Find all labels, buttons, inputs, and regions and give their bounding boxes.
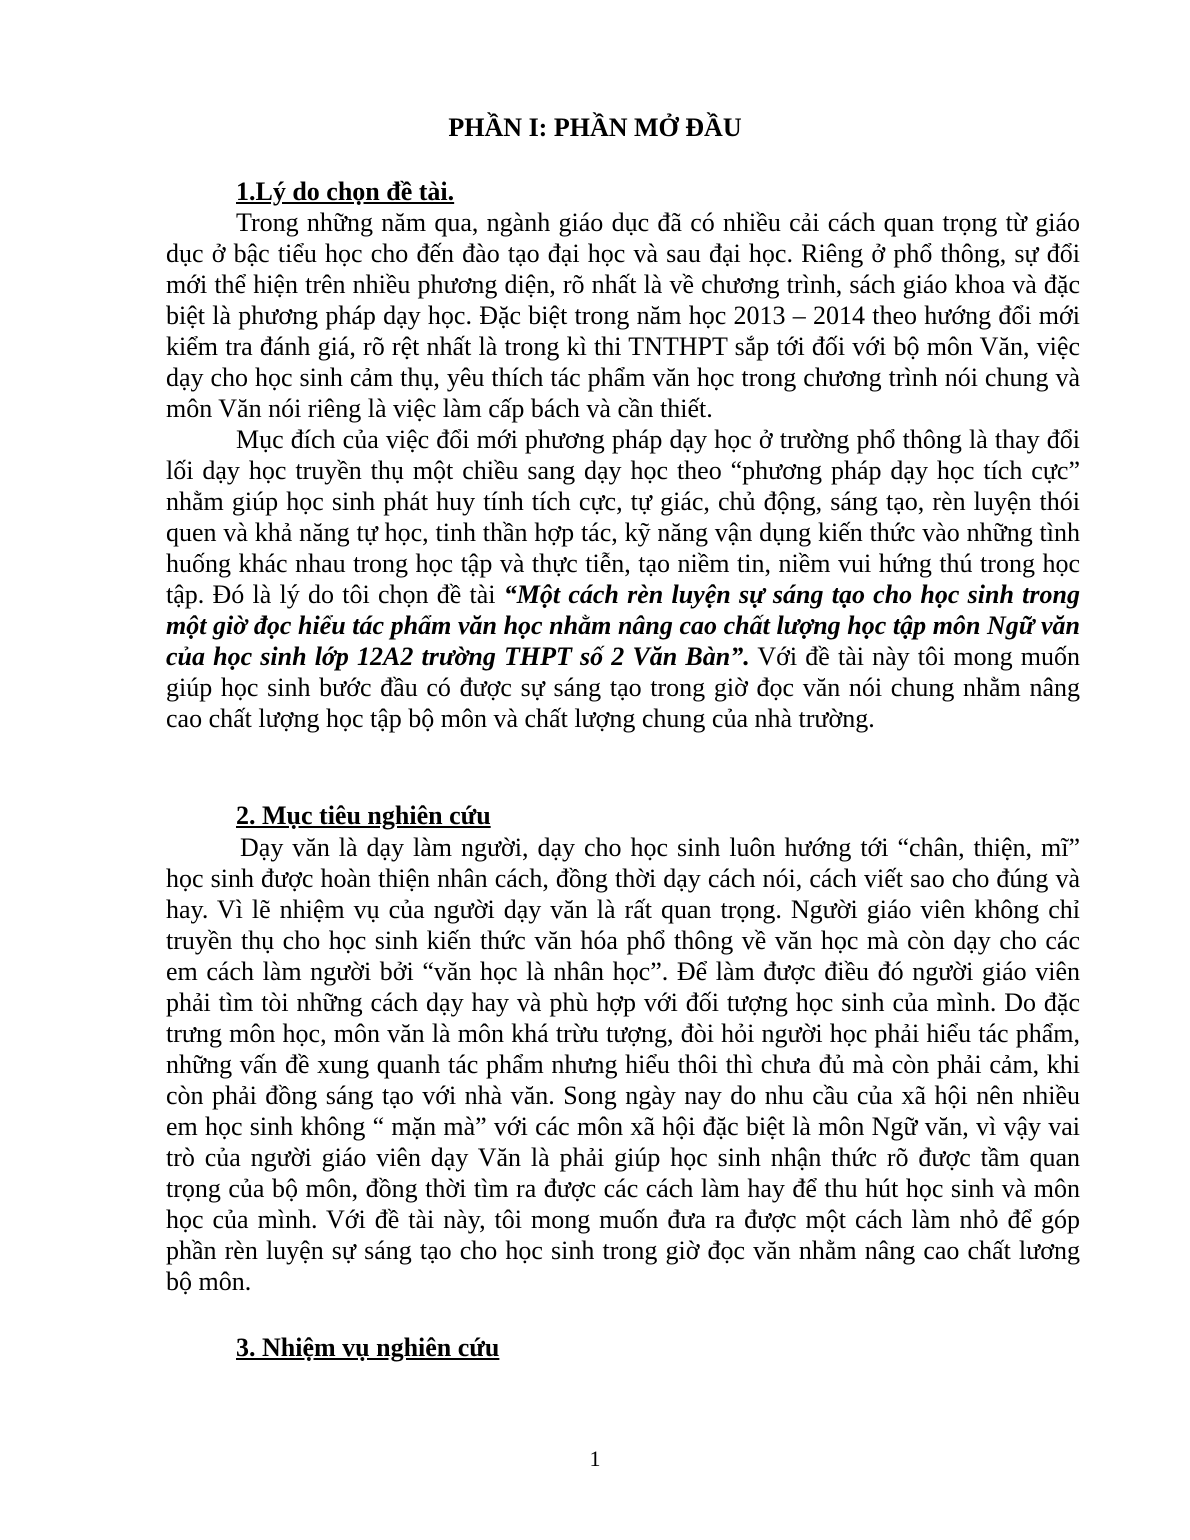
paragraph-text: Mục đích của việc đổi mới phương pháp dạy học ở trường phổ thông là thay đổi lối dạy học truyền thụ một chiều sang dạy học theo “phương pháp dạy học tích cực” nhằm giúp học sinh phát huy tính tích cực, tự giác, chủ động, sáng tạo, rèn luyện thói quen và khả năng tự học, tinh thần hợp tác, kỹ năng vận dụng kiến thức vào những tình huống khác nhau trong học tập và thực tiễn, tạo niềm tin, niềm vui hứng thú trong học tập. Đó là lý do tôi chọn đề tài [166,425,1080,609]
topic-title: “Một cách rèn luyện sự sáng tạo cho học sinh trong một giờ đọc hiểu tác phẩm văn học nhằm nâng cao chất lượng học tập môn Ngữ văn của học sinh lớp 12A2 trường THPT số 2 Văn Bàn”. [166,580,1080,671]
section-1-heading: 1.Lý do chọn đề tài. [236,177,455,206]
paragraph-text: Với đề tài này tôi mong muốn giúp học sinh bước đầu có được sự sáng tạo trong giờ đọc văn nói chung nhằm nâng cao chất lượng học tập bộ môn và chất lượng chung của nhà trường. [166,642,1080,733]
section-2-heading: 2. Mục tiêu nghiên cứu [236,801,491,830]
page-title: PHẦN I: PHẦN MỞ ĐẦU [448,113,742,142]
section-1-paragraph-1: Trong những năm qua, ngành giáo dục đã có nhiều cải cách quan trọng từ giáo dục ở bậc tiểu học cho đến đào tạo đại học và sau đại học. Riêng ở phổ thông, sự đổi mới thể hiện trên nhiều phương diện, rõ nhất là về chương trình, sách giáo khoa và đặc biệt là phương pháp dạy học. Đặc biệt trong năm học 2013 – 2014 theo hướng đổi mới kiểm tra đánh giá, rõ rệt nhất là trong kì thi TNTHPT sắp tới đối với bộ môn Văn, việc dạy cho học sinh cảm thụ, yêu thích tác phẩm văn học trong chương trình nói chung và môn Văn nói riêng là việc làm cấp bách và cần thiết. [166,208,1080,423]
section-1-paragraph-2 [166,424,1080,734]
page-number: 1 [589,1446,601,1471]
section-2-paragraph-1: Dạy văn là dạy làm người, dạy cho học sinh luôn hướng tới “chân, thiện, mĩ” học sinh được hoàn thiện nhân cách, đồng thời dạy cách nói, cách viết sao cho đúng và hay. Vì lẽ nhiệm vụ của người dạy văn là rất quan trọng. Người giáo viên không chỉ truyền thụ cho học sinh kiến thức văn hóa phổ thông về văn học mà còn dạy cho các em cách làm người bởi “văn học là nhân học”. Để làm được điều đó người giáo viên phải tìm tòi những cách dạy hay và phù hợp với đối tượng học sinh của mình. Do đặc trưng môn học, môn văn là môn khá trừu tượng, đòi hỏi người học phải hiểu tác phẩm, những vấn đề xung quanh tác phẩm nhưng hiểu thôi thì chưa đủ mà còn phải cảm, khi còn phải đồng sáng tạo với nhà văn. Song ngày nay do nhu cầu của xã hội nên nhiều em học sinh không “ mặn mà” với các môn xã hội đặc biệt là môn Ngữ văn, vì vậy vai trò của người giáo viên dạy Văn là phải giúp học sinh nhận thức rõ được tầm quan trọng của bộ môn, đồng thời tìm ra được các cách làm hay để thu hút học sinh và môn học của mình. Với đề tài này, tôi mong muốn đưa ra được một cách làm nhỏ để góp phần rèn luyện sự sáng tạo cho học sinh trong giờ đọc văn nhằm nâng cao chất lương bộ môn. [166,833,1080,1296]
section-3-heading: 3. Nhiệm vụ nghiên cứu [236,1333,500,1362]
